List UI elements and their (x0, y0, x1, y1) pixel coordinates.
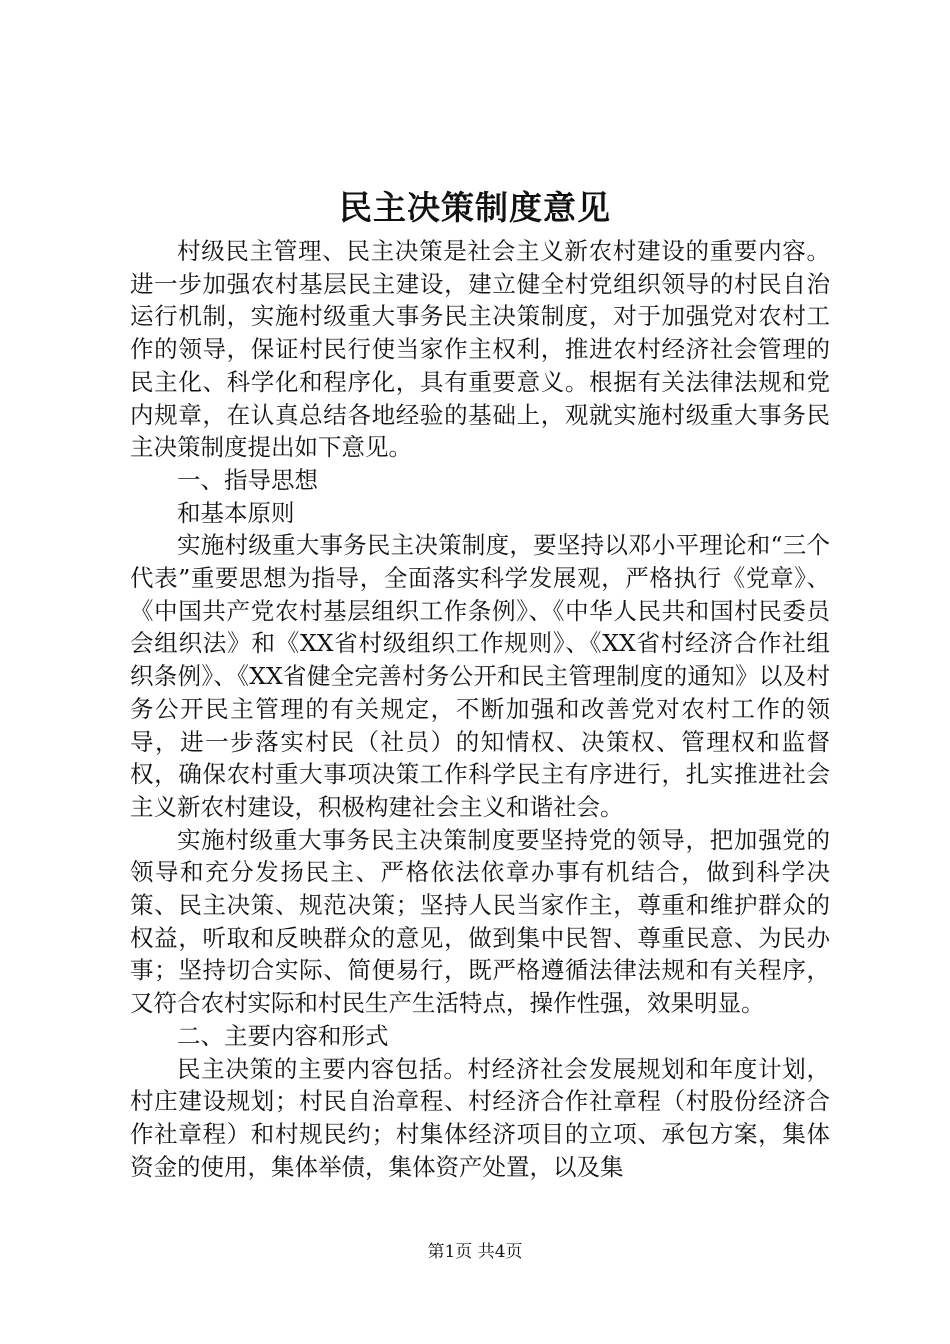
paragraph-main-content: 民主决策的主要内容包括。村经济社会发展规划和年度计划，村庄建设规划；村民自治章程、村经济合作社章程（村股份经济合作社章程）和村规民约；村集体经济项目的立项、承包方案，集体资金的使用，集体举债，集体资产处置，以及集 (130, 1054, 830, 1181)
paragraph-basic-principles: 实施村级重大事务民主决策制度要坚持党的领导，把加强党的领导和充分发扬民主、严格依法依章办事有机结合，做到科学决策、民主决策、规范决策；坚持人民当家作主，尊重和维护群众的权益，听取和反映群众的意见，做到集中民智、尊重民意、为民办事；坚持切合实际、简便易行，既严格遵循法律法规和有关程序，又符合农村实际和村民生产生活特点，操作性强，效果明显。 (130, 825, 830, 1018)
section-heading-2: 二、主要内容和形式 (177, 1021, 389, 1050)
document-body (130, 235, 830, 1183)
section-heading-1: 一、指导思想 (177, 465, 318, 494)
page-number-footer: 第1页 共4页 (427, 1242, 523, 1262)
document-title: 民主决策制度意见 (339, 188, 611, 227)
paragraph-intro: 村级民主管理、民主决策是社会主义新农村建设的重要内容。进一步加强农村基层民主建设，建立健全村党组织领导的村民自治运行机制，实施村级重大事务民主决策制度，对于加强党对农村工作的领导，保证村民行使当家作主权利，推进农村经济社会管理的民主化、科学化和程序化，具有重要意义。根据有关法律法规和党内规章，在认真总结各地经验的基础上，观就实施村级重大事务民主决策制度提出如下意见。 (130, 237, 830, 462)
paragraph-guiding-ideology: 实施村级重大事务民主决策制度，要坚持以邓小平理论和“三个代表”重要思想为指导，全面落实科学发展观，严格执行《党章》、《中国共产党农村基层组织工作条例》、《中华人民共和国村民委员会组织法》和《XX省村级组织工作规则》、《XX省村经济合作社组织条例》、《XX省健全完善村务公开和民主管理制度的通知》以及村务公开民主管理的有关规定，不断加强和改善党对农村工作的领导，进一步落实村民（社员）的知情权、决策权、管理权和监督权，确保农村重大事项决策工作科学民主有序进行，扎实推进社会主义新农村建设，积极构建社会主义和谐社会。 (130, 531, 830, 821)
section-heading-1-continued: 和基本原则 (177, 498, 295, 527)
